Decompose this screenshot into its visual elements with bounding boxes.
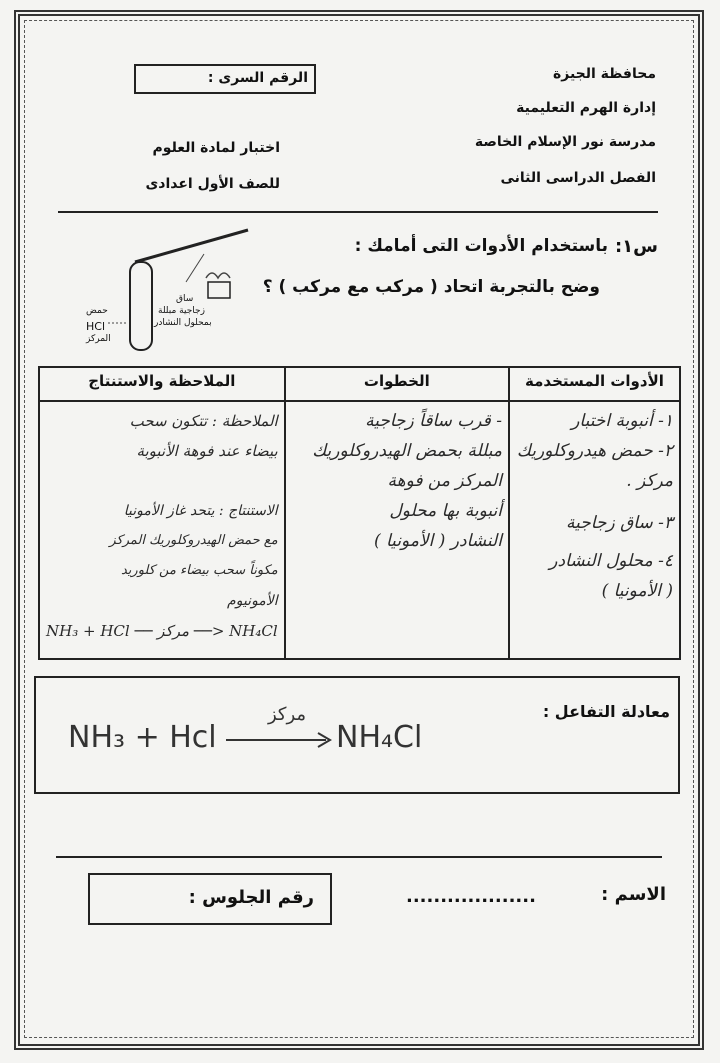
question-number: س١: (614, 236, 658, 257)
note-line: الاستنتاج : يتحد غاز الأمونيا (123, 503, 278, 519)
header-divider (58, 211, 658, 213)
question-line-2: وضح بالتجربة اتحاد ( مركب مع مركب ) ؟ (262, 277, 600, 297)
diagram-label-hcl: HCl (86, 320, 106, 333)
note-line: الأمونيوم (227, 593, 278, 609)
term: الفصل الدراسى الثانى (500, 170, 656, 186)
fumes-icon (206, 273, 230, 278)
tools-cell[interactable] (509, 401, 680, 659)
secret-number-label: الرقم السرى : (207, 70, 308, 86)
note-line: مكوناً سحب بيضاء من كلوريد (120, 563, 278, 578)
tool-item: ٤- محلول النشادر (549, 551, 673, 571)
tool-item: ٢- حمض هيدروكلوريك (516, 441, 673, 461)
step-line: النشادر ( الأمونيا ) (373, 531, 502, 551)
header-notes: الملاحظة والاستنتاج (39, 367, 285, 401)
note-line: الملاحظة : تتكون سحب (129, 412, 278, 430)
glass-rod-icon (135, 230, 248, 262)
reaction-label: معادلة التفاعل : (542, 702, 670, 721)
step-line: - قرب ساقاً زجاجية (365, 411, 502, 431)
tool-item: ٣- ساق زجاجية (566, 513, 673, 533)
step-line: مبللة بحمض الهيدروكلوريك (312, 441, 502, 461)
note-line: مع حمض الهيدروكلوريك المركز (109, 533, 278, 548)
note-line: بيضاء عند فوهة الأنبوبة (136, 442, 278, 460)
footer-divider (56, 856, 662, 858)
diagram-label-concentrated: المركز (86, 334, 111, 344)
reaction-condition: مركز (268, 704, 307, 725)
bottle-icon (208, 282, 230, 298)
tool-item: ( الأمونيا ) (601, 581, 673, 601)
governorate: محافظة الجيزة (552, 66, 656, 82)
grade: للصف الأول اعدادى (145, 176, 280, 192)
tool-item: ١- أنبوبة اختبار (571, 411, 673, 431)
name-field[interactable]: ................... (406, 886, 536, 907)
question-line-1: باستخدام الأدوات التى أمامك : (354, 236, 608, 256)
step-line: أنبوبة بها محلول (389, 501, 502, 521)
school-name: مدرسة نور الإسلام الخاصة (474, 134, 656, 150)
diagram-label-rod-2: زجاجية مبللة (158, 306, 205, 316)
diagram-label-rod-3: بمحلول النشادر (154, 318, 212, 328)
secret-number-box[interactable] (134, 64, 316, 94)
steps-cell[interactable] (285, 401, 509, 659)
exam-title: اختبار لمادة العلوم (152, 140, 280, 156)
tool-item: مركز . (626, 471, 673, 491)
administration: إدارة الهرم التعليمية (516, 100, 656, 116)
diagram-label-acid: حمض (86, 306, 108, 316)
reaction-rhs: NH₄Cl (336, 720, 423, 755)
notes-cell[interactable] (39, 401, 285, 659)
reaction-arrow-icon (226, 730, 336, 750)
experiment-diagram (80, 222, 250, 352)
test-tube-icon (130, 262, 152, 350)
header-tools: الأدوات المستخدمة (509, 367, 680, 401)
note-equation: NH₃ + HCl ── مركز ──> NH₄Cl (46, 622, 278, 640)
reaction-lhs: NH₃ + Hcl (68, 720, 217, 755)
answer-table (38, 366, 681, 660)
seat-number-label: رقم الجلوس : (188, 887, 314, 908)
header-steps: الخطوات (285, 367, 509, 401)
seat-number-box[interactable] (88, 873, 332, 925)
step-line: المركز من فوهة (387, 471, 502, 491)
diagram-label-rod-1: ساق (176, 294, 194, 304)
name-label: الاسم : (601, 884, 666, 905)
reaction-box[interactable] (34, 676, 680, 794)
